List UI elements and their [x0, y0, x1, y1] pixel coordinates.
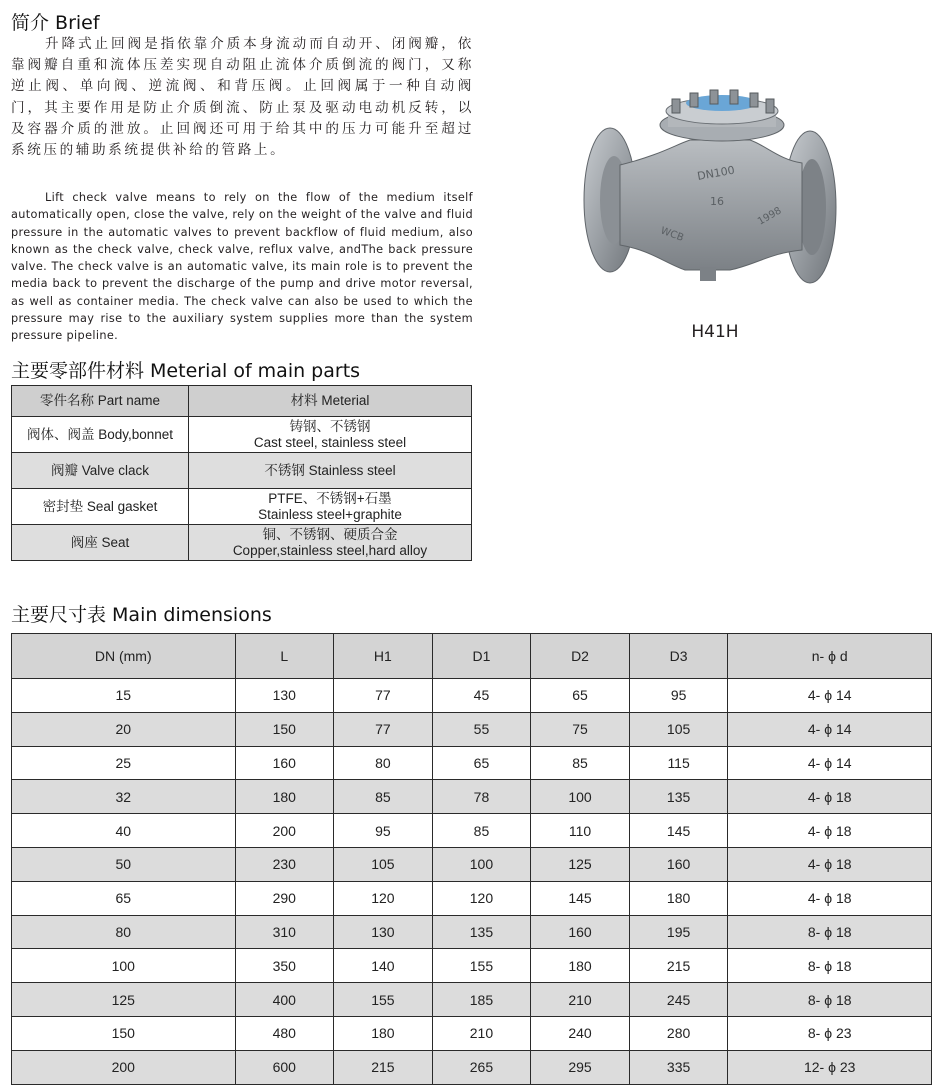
d1-cell: 185: [432, 983, 531, 1017]
table-row: [12, 1050, 932, 1084]
material-line: 铸钢、不锈钢: [289, 418, 371, 434]
d1-cell: 155: [432, 949, 531, 983]
material-line: 不锈钢 Stainless steel: [264, 462, 396, 478]
d3-cell: 245: [629, 983, 728, 1017]
h1-cell: 85: [334, 780, 433, 814]
l-cell: 200: [235, 814, 334, 848]
d2-header: D2: [531, 634, 630, 679]
bolt-holes-cell: 4- ϕ 18: [728, 780, 932, 814]
dn-cell: 25: [12, 746, 236, 780]
d3-cell: 160: [629, 847, 728, 881]
d1-cell: 78: [432, 780, 531, 814]
dn-cell: 125: [12, 983, 236, 1017]
d2-cell: 85: [531, 746, 630, 780]
d3-cell: 95: [629, 679, 728, 713]
d3-header: D3: [629, 634, 728, 679]
material-header: 材料 Meterial: [189, 386, 472, 417]
part-name-cell: 阀瓣 Valve clack: [12, 453, 189, 489]
dn-cell: 100: [12, 949, 236, 983]
dn-cell: 15: [12, 679, 236, 713]
d2-cell: 240: [531, 1016, 630, 1050]
table-row: [12, 1016, 932, 1050]
d1-cell: 135: [432, 915, 531, 949]
d1-cell: 100: [432, 847, 531, 881]
table-row: [12, 881, 932, 915]
h1-cell: 215: [334, 1050, 433, 1084]
materials-row: [12, 417, 472, 453]
casting-mark-material: WCB: [658, 225, 686, 244]
dimensions-body: [12, 679, 932, 1085]
h1-cell: 120: [334, 881, 433, 915]
material-line: 铜、不锈钢、硬质合金: [262, 526, 398, 542]
dn-cell: 65: [12, 881, 236, 915]
part-name-header: 零件名称 Part name: [12, 386, 189, 417]
material-line: Cast steel, stainless steel: [253, 434, 407, 450]
l-cell: 400: [235, 983, 334, 1017]
d3-cell: 215: [629, 949, 728, 983]
d1-cell: 210: [432, 1016, 531, 1050]
d2-cell: 210: [531, 983, 630, 1017]
materials-row: [12, 453, 472, 489]
material-cell: [189, 489, 472, 525]
h1-cell: 155: [334, 983, 433, 1017]
casting-mark-dn: DN100: [696, 163, 736, 183]
table-row: [12, 712, 932, 746]
h1-cell: 105: [334, 847, 433, 881]
bolt-holes-cell: 4- ϕ 18: [728, 814, 932, 848]
h1-cell: 77: [334, 679, 433, 713]
l-cell: 150: [235, 712, 334, 746]
casting-mark-year: 1998: [756, 205, 784, 228]
l-cell: 180: [235, 780, 334, 814]
materials-table: [11, 385, 472, 561]
material-cell: [189, 417, 472, 453]
bolt-holes-cell: 4- ϕ 18: [728, 881, 932, 915]
brief-english-text: Lift check valve means to rely on the flow of the medium itself automatically open, close the valve, rely on the weight of the valve and fluid pressure in the automatic valves to prevent backflow of fluid medium, also known as the check valve, check valve, reflux valve, andThe back pressure valve. The check valve is an automatic valve, its main role is to prevent the media back to prevent the discharge of the pump and drive motor reversal, as well as container media. The check valve can also be used to which the pressure may rise to the auxiliary system supplies more than the system pressure pipeline.: [11, 191, 473, 343]
h1-cell: 140: [334, 949, 433, 983]
d2-cell: 180: [531, 949, 630, 983]
h1-header: H1: [334, 634, 433, 679]
bolt-holes-cell: 8- ϕ 18: [728, 915, 932, 949]
bolt-holes-cell: 4- ϕ 14: [728, 746, 932, 780]
material-line: Stainless steel+graphite: [258, 506, 402, 522]
h1-cell: 77: [334, 712, 433, 746]
h1-cell: 130: [334, 915, 433, 949]
dimensions-table: [11, 633, 932, 1085]
dn-cell: 200: [12, 1050, 236, 1084]
l-cell: 130: [235, 679, 334, 713]
d2-cell: 75: [531, 712, 630, 746]
brief-chinese-text: 升降式止回阀是指依靠介质本身流动而自动开、闭阀瓣，依靠阀瓣自重和流体压差实现自动阻止流体介质倒流的阀门，又称逆止阀、单向阀、逆流阀、和背压阀。止回阀属于一种自动阀门，其主要作用是防止介质倒流、防止泵及驱动电动机反转，以及容器介质的泄放。止回阀还可用于给其中的压力可能升至超过系统压的辅助系统提供补给的管路上。: [11, 36, 474, 159]
casting-mark-pressure: 16: [710, 195, 724, 208]
bolt-holes-cell: 4- ϕ 18: [728, 847, 932, 881]
model-caption: H41H: [691, 322, 739, 342]
materials-title: 主要零部件材料 Meterial of main parts: [11, 360, 361, 382]
materials-row: [12, 489, 472, 525]
l-cell: 310: [235, 915, 334, 949]
bolt-holes-cell: 4- ϕ 14: [728, 679, 932, 713]
part-name-cell: 阀座 Seat: [12, 525, 189, 561]
part-name-cell: 阀体、阀盖 Body,bonnet: [12, 417, 189, 453]
l-cell: 290: [235, 881, 334, 915]
dn-cell: 32: [12, 780, 236, 814]
dn-cell: 80: [12, 915, 236, 949]
l-header: L: [235, 634, 334, 679]
table-row: [12, 949, 932, 983]
h1-cell: 80: [334, 746, 433, 780]
l-cell: 160: [235, 746, 334, 780]
d2-cell: 100: [531, 780, 630, 814]
l-cell: 350: [235, 949, 334, 983]
bolt-holes-header: n- ϕ d: [728, 634, 932, 679]
d2-cell: 125: [531, 847, 630, 881]
d1-cell: 85: [432, 814, 531, 848]
dn-cell: 20: [12, 712, 236, 746]
d1-cell: 265: [432, 1050, 531, 1084]
d1-header: D1: [432, 634, 531, 679]
l-cell: 230: [235, 847, 334, 881]
d3-cell: 145: [629, 814, 728, 848]
d2-cell: 65: [531, 679, 630, 713]
h1-cell: 95: [334, 814, 433, 848]
dn-cell: 150: [12, 1016, 236, 1050]
dn-cell: 40: [12, 814, 236, 848]
d2-cell: 295: [531, 1050, 630, 1084]
dn-header: DN (mm): [12, 634, 236, 679]
l-cell: 600: [235, 1050, 334, 1084]
bolt-holes-cell: 8- ϕ 18: [728, 949, 932, 983]
bolt-holes-cell: 4- ϕ 14: [728, 712, 932, 746]
table-row: [12, 780, 932, 814]
table-row: [12, 983, 932, 1017]
table-row: [12, 679, 932, 713]
table-row: [12, 814, 932, 848]
material-cell: [189, 453, 472, 489]
part-name-cell: 密封垫 Seal gasket: [12, 489, 189, 525]
material-line: PTFE、不锈钢+石墨: [268, 490, 392, 506]
table-row: [12, 847, 932, 881]
l-cell: 480: [235, 1016, 334, 1050]
bolt-holes-cell: 8- ϕ 18: [728, 983, 932, 1017]
check-valve-image: [580, 85, 842, 295]
d3-cell: 195: [629, 915, 728, 949]
d3-cell: 105: [629, 712, 728, 746]
bolt-holes-cell: 12- ϕ 23: [728, 1050, 932, 1084]
d1-cell: 45: [432, 679, 531, 713]
dimensions-title: 主要尺寸表 Main dimensions: [11, 604, 272, 626]
d2-cell: 160: [531, 915, 630, 949]
brief-title: 简介 Brief: [11, 12, 100, 34]
material-line: Copper,stainless steel,hard alloy: [232, 542, 428, 558]
d3-cell: 180: [629, 881, 728, 915]
d3-cell: 280: [629, 1016, 728, 1050]
dimensions-header-row: [12, 634, 932, 679]
table-row: [12, 915, 932, 949]
d2-cell: 110: [531, 814, 630, 848]
material-cell: [189, 525, 472, 561]
h1-cell: 180: [334, 1016, 433, 1050]
materials-header-row: [12, 386, 472, 417]
d1-cell: 65: [432, 746, 531, 780]
bolt-holes-cell: 8- ϕ 23: [728, 1016, 932, 1050]
d3-cell: 115: [629, 746, 728, 780]
d1-cell: 120: [432, 881, 531, 915]
d3-cell: 135: [629, 780, 728, 814]
d3-cell: 335: [629, 1050, 728, 1084]
dn-cell: 50: [12, 847, 236, 881]
d1-cell: 55: [432, 712, 531, 746]
d2-cell: 145: [531, 881, 630, 915]
materials-row: [12, 525, 472, 561]
table-row: [12, 746, 932, 780]
